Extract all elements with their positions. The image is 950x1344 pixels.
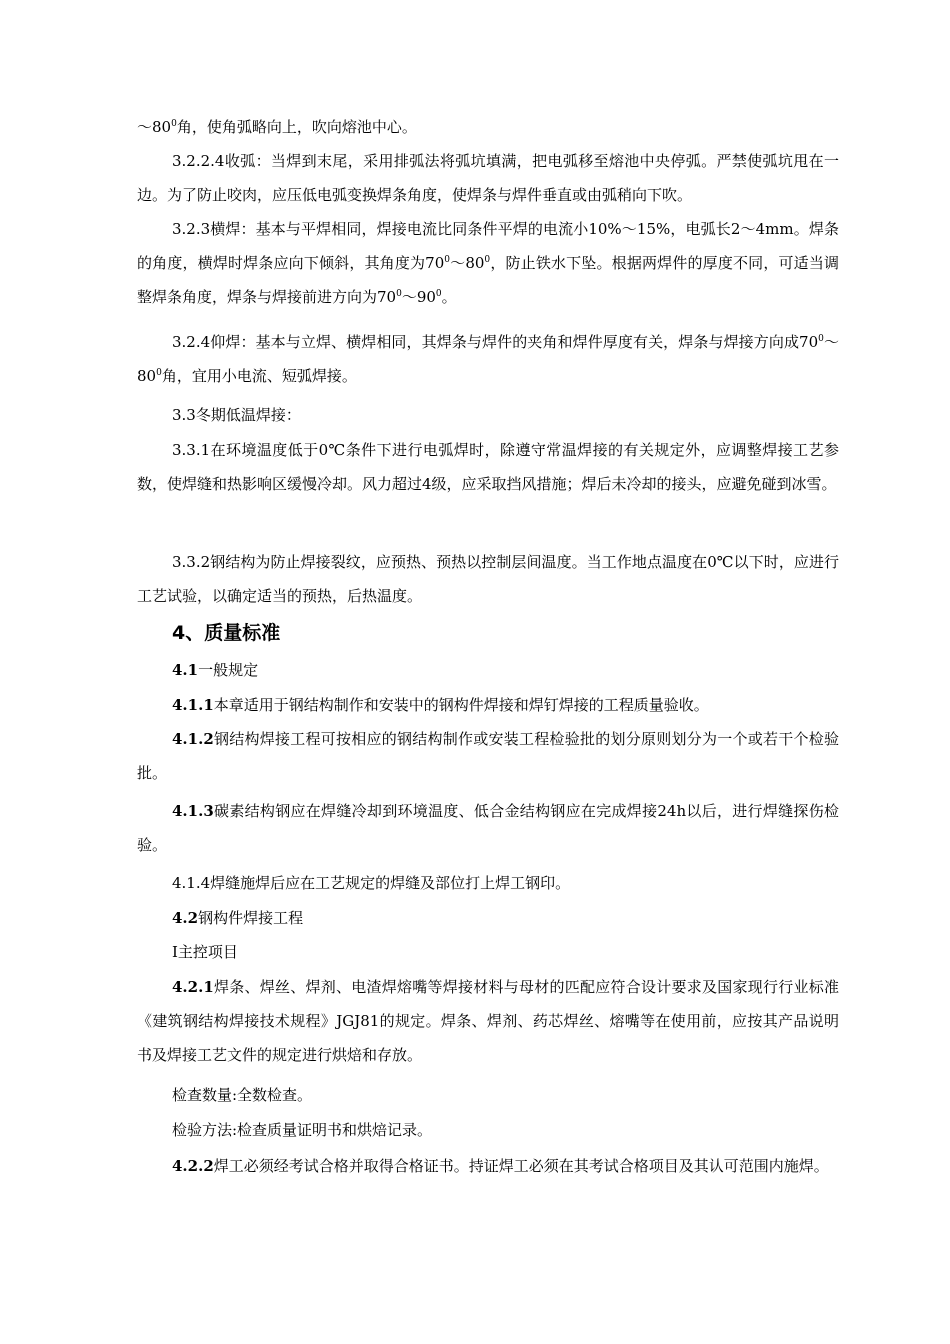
paragraph-4-2-1: 4.2.1焊条、焊丝、焊剂、电渣焊熔嘴等焊接材料与母材的匹配应符合设计要求及国家现行行业标准《建筑钢结构焊接技术规程》JGJ81的规定。焊条、焊剂、药芯焊丝、熔嘴等在使用前，应按其产品说明书及焊接工艺文件的规定进行烘焙和存放。 [137, 978, 839, 1064]
paragraph-4-1-4: 4.1.4焊缝施焊后应在工艺规定的焊缝及部位打上焊工钢印。 [172, 874, 571, 892]
paragraph-3-3-1: 3.3.1在环境温度低于0℃条件下进行电弧焊时，除遵守常温焊接的有关规定外，应调整焊接工艺参数，使焊缝和热影响区缓慢冷却。风力超过4级，应采取挡风措施；焊后未冷却的接头，应避免碰到冰雪。 [137, 441, 839, 493]
paragraph-4-1-2: 4.1.2钢结构焊接工程可按相应的钢结构制作或安装工程检验批的划分原则划分为一个或若干个检验批。 [137, 730, 839, 782]
paragraph-3-3-2: 3.3.2钢结构为防止焊接裂纹，应预热、预热以控制层间温度。当工作地点温度在0℃以下时，应进行工艺试验，以确定适当的预热，后热温度。 [137, 553, 839, 605]
paragraph-4-1-3: 4.1.3碳素结构钢应在焊缝冷却到环境温度、低合金结构钢应在完成焊接24h以后，进行焊缝探伤检验。 [137, 802, 839, 854]
paragraph-3-2-3: 3.2.3横焊：基本与平焊相同，焊接电流比同条件平焊的电流小10%～15%，电弧长2～4mm。焊条的角度，横焊时焊条应向下倾斜，其角度为$70^0\sim 80^0$，防止铁水下坠。根据两焊件的厚度不同，可适当调整焊条角度，焊条与焊接前进方向为$70^0\sim 90^0$。 [137, 220, 839, 306]
paragraph-4-1-1: 4.1.1本章适用于钢结构制作和安装中的钢构件焊接和焊钉焊接的工程质量验收。 [172, 696, 709, 714]
paragraph-check-quantity: 检查数量:全数检查。 [172, 1086, 313, 1104]
paragraph-arc-angle: $\sim 80^0$角，使角弧略向上，吹向熔池中心。 [137, 118, 417, 136]
paragraph-4-2: 4.2钢构件焊接工程 [172, 909, 304, 927]
section-heading-quality-standard: 4、质量标准 [172, 622, 281, 644]
paragraph-4-2-2: 4.2.2焊工必须经考试合格并取得合格证书。持证焊工必须在其考试合格项目及其认可范围内施焊。 [172, 1157, 829, 1175]
paragraph-3-2-4: 3.2.4仰焊：基本与立焊、横焊相同，其焊条与焊件的夹角和焊件厚度有关，焊条与焊接方向成$70^0\sim 80^0$角，宜用小电流、短弧焊接。 [137, 333, 839, 385]
paragraph-main-control-items: Ⅰ主控项目 [172, 943, 238, 961]
paragraph-3-3: 3.3冬期低温焊接： [172, 406, 301, 424]
paragraph-4-1: 4.1一般规定 [172, 661, 259, 679]
paragraph-3-2-2-4: 3.2.2.4收弧：当焊到末尾，采用排弧法将弧坑填满，把电弧移至熔池中央停弧。严禁使弧坑甩在一边。为了防止咬肉，应压低电弧变换焊条角度，使焊条与焊件垂直或由弧稍向下吹。 [137, 152, 839, 204]
paragraph-check-method: 检验方法:检查质量证明书和烘焙记录。 [172, 1121, 433, 1139]
